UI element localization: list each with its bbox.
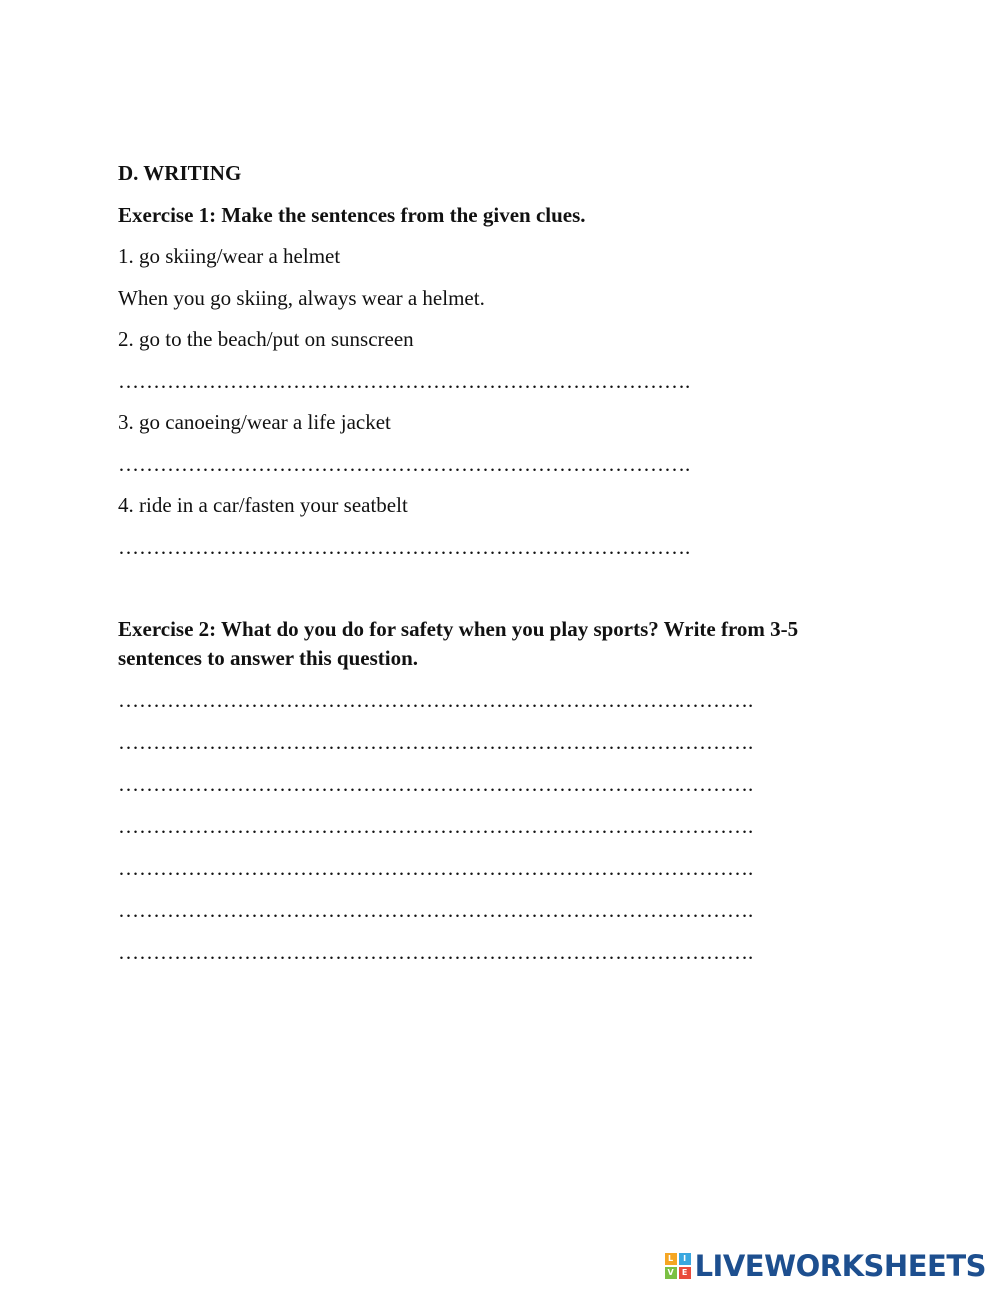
- exercise1-answer-line-2[interactable]: ……………………………………………………………………….: [118, 369, 691, 393]
- exercise1-clue-1: 1. go skiing/wear a helmet: [118, 244, 341, 268]
- exercise1-heading: Exercise 1: Make the sentences from the given clues.: [118, 203, 586, 227]
- exercise2-answer-line[interactable]: ……………………………………………………………………………….: [118, 688, 754, 712]
- logo-mark-tile: L: [665, 1253, 677, 1265]
- logo-mark-tile: E: [679, 1267, 691, 1279]
- logo-mark-icon: [665, 1253, 691, 1279]
- exercise1-clue-3: 3. go canoeing/wear a life jacket: [118, 410, 391, 434]
- exercise2-answer-line[interactable]: ……………………………………………………………………………….: [118, 814, 754, 838]
- liveworksheets-logo: [665, 1250, 986, 1282]
- exercise1-answer-line-4[interactable]: ……………………………………………………………………….: [118, 535, 691, 559]
- logo-text: LIVEWORKSHEETS: [694, 1249, 986, 1283]
- logo-mark-tile: I: [679, 1253, 691, 1265]
- exercise1-example-answer: When you go skiing, always wear a helmet.: [118, 286, 485, 310]
- exercise2-answer-line[interactable]: ……………………………………………………………………………….: [118, 898, 754, 922]
- exercise2-answer-line[interactable]: ……………………………………………………………………………….: [118, 772, 754, 796]
- section-title: D. WRITING: [118, 161, 242, 185]
- exercise2-answer-line[interactable]: ……………………………………………………………………………….: [118, 940, 754, 964]
- logo-mark-tile: V: [665, 1267, 677, 1279]
- exercise2-answer-line[interactable]: ……………………………………………………………………………….: [118, 730, 754, 754]
- exercise1-clue-2: 2. go to the beach/put on sunscreen: [118, 327, 414, 351]
- exercise2-answer-line[interactable]: ……………………………………………………………………………….: [118, 856, 754, 880]
- exercise1-answer-line-3[interactable]: ……………………………………………………………………….: [118, 452, 691, 476]
- exercise2-heading: Exercise 2: What do you do for safety when you play sports? Write from 3-5 sentences to answer this question.: [118, 617, 799, 670]
- exercise1-clue-4: 4. ride in a car/fasten your seatbelt: [118, 493, 408, 517]
